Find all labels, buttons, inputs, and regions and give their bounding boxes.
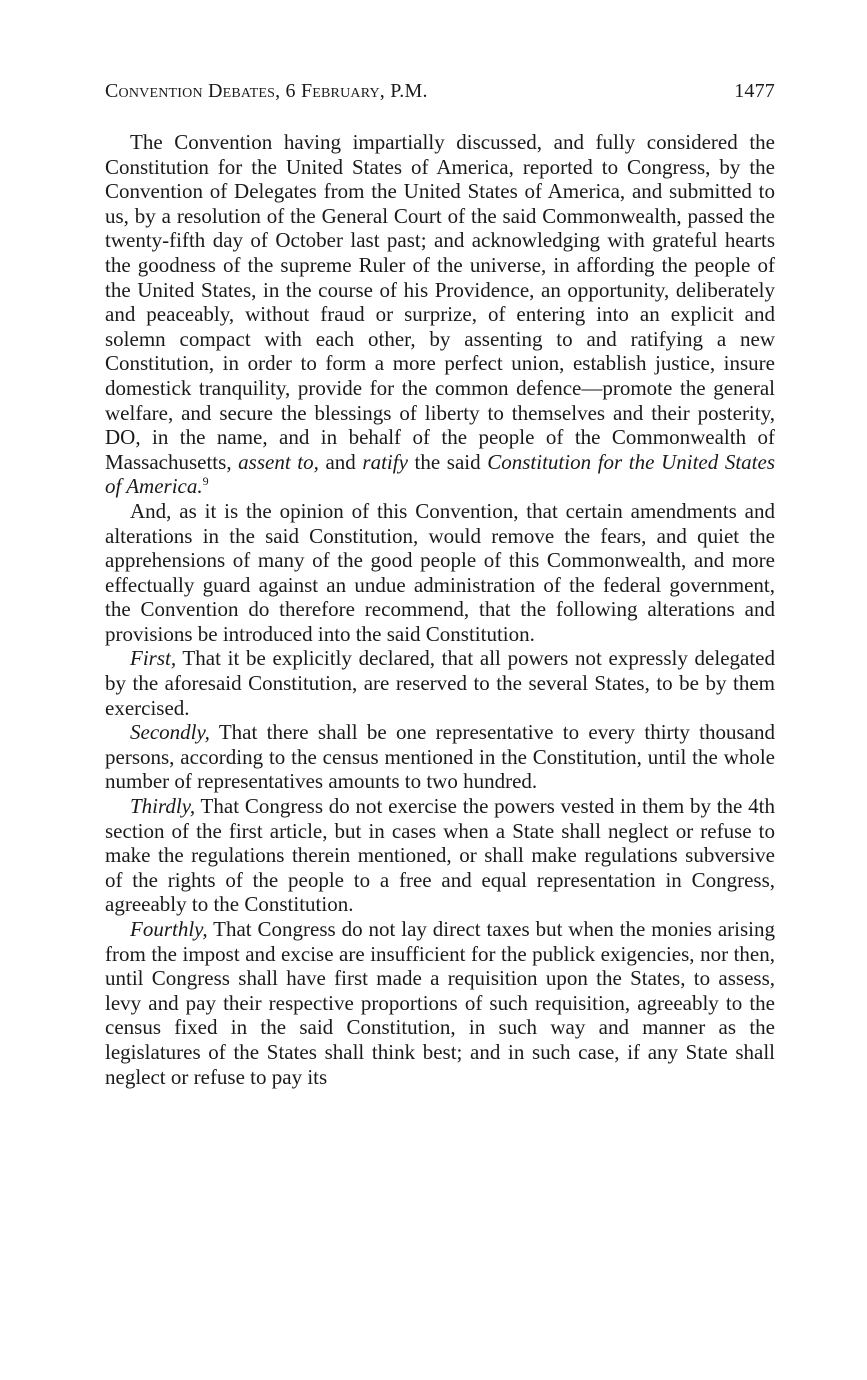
page-number: 1477 <box>734 80 775 102</box>
paragraph-first <box>105 646 775 720</box>
running-head: Convention Debates, 6 February, P.M. <box>105 80 428 102</box>
text-first: That it be explicitly declared, that all powers not expressly delegated by the aforesaid Constitution, are reserved to the several States, to be by them exercised. <box>105 646 775 720</box>
text-fourthly: That Congress do not lay direct taxes but when the monies arising from the impost and excise are insufficient for the publick exigencies, nor then, until Congress shall have first made a requisition upon the States, to assess, levy and pay their respective proportions of such requisition, agreeably to the census fixed in the said Constitution, in such way and manner as the legislatures of the States shall think best; and in such case, if any State shall neglect or refuse to pay its <box>105 917 775 1089</box>
emphasis-constitution: Constitution for the United States of America. <box>105 449 775 499</box>
lead-fourthly: Fourthly, <box>130 917 208 941</box>
lead-thirdly: Thirdly, <box>130 794 196 819</box>
body-text <box>105 130 775 1089</box>
emphasis-ratify: ratify <box>362 449 408 474</box>
paragraph-thirdly <box>105 794 775 917</box>
paragraph-ratification <box>105 130 775 499</box>
paragraph-amendments-intro: And, as it is the opinion of this Convention, that certain amendments and alterations in the said Constitution, would remove the fears, and quiet the apprehensions of many of the good people of this Commonwealth, and more effectually guard against an undue administration of the federal government, the Convention do therefore recommend, that the following alterations and provisions be introduced into the said Constitution. <box>105 498 775 646</box>
ratification-text: The Convention having impartially discussed, and fully considered the Constitution for the United States of America, reported to Congress, by the Convention of Delegates from the United States of America, and submitted to us, by a resolution of the General Court of the said Commonwealth, passed the twenty-fifth day of October last past; and acknowledging with grateful hearts the goodness of the supreme Ruler of the universe, in affording the people of the United States, in the course of his Providence, an opportunity, deliberately and peaceably, without fraud or surprize, of entering into an explicit and solemn compact with each other, by assenting to and ratifying a new Constitution, in order to form a more perfect union, establish justice, insure domestick tranquility, provide for the common defence—promote the general welfare, and secure the blessings of liberty to themselves and their posterity, DO, in the name, and in behalf of the people of the Commonwealth of Massachusetts, <box>105 130 775 474</box>
paragraph-secondly <box>105 720 775 794</box>
paragraph-fourthly <box>105 917 775 1089</box>
lead-secondly: Secondly, <box>130 720 210 745</box>
text-thirdly: That Congress do not exercise the powers vested in them by the 4th section of the first article, but in cases when a State shall neglect or refuse to make the regulations therein mentioned, or shall make regulations subversive of the rights of the people to a free and equal representation in Congress, agreeably to the Constitution. <box>105 794 775 917</box>
ratification-text-2: and <box>318 449 363 474</box>
emphasis-assent: assent to, <box>238 449 319 474</box>
page-header <box>105 80 775 103</box>
lead-first: First, <box>130 646 177 671</box>
footnote-marker: 9 <box>202 474 209 489</box>
ratification-text-3: the said <box>407 449 488 474</box>
text-secondly: That there shall be one representative to every thirty thousand persons, according to the census mentioned in the Constitution, until the whole number of representatives amounts to two hundred. <box>105 720 775 794</box>
